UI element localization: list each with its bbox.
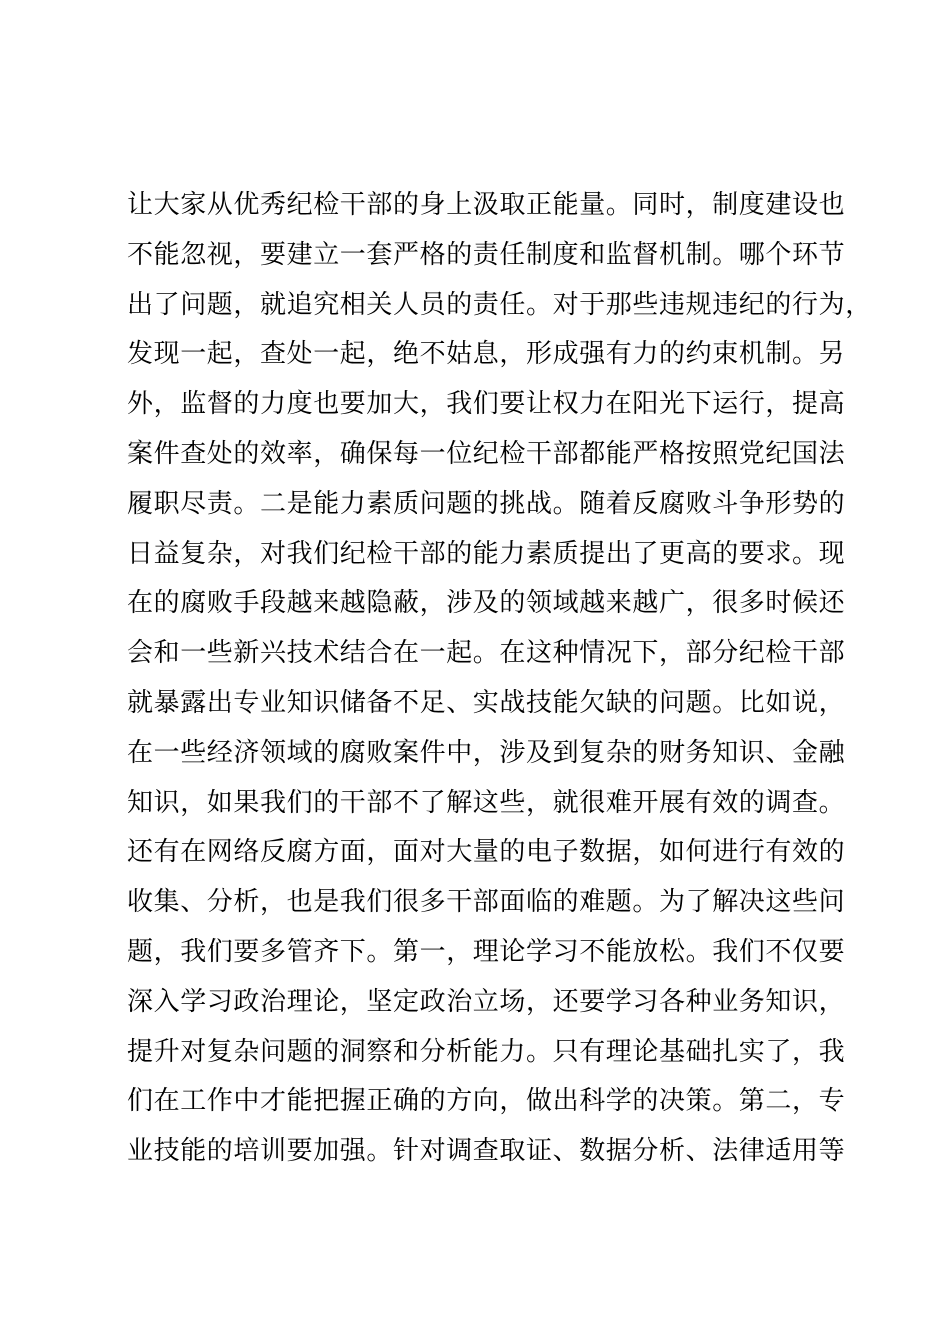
text-line: 们在工作中才能把握正确的方向，做出科学的决策。第二，专 (127, 1086, 846, 1117)
text-line: 业技能的培训要加强。针对调查取证、数据分析、法律适用等 (127, 1136, 846, 1167)
text-line: 知识，如果我们的干部不了解这些，就很难开展有效的调查。 (127, 787, 846, 818)
text-line: 外，监督的力度也要加大，我们要让权力在阳光下运行，提高 (127, 389, 846, 420)
text-line: 题，我们要多管齐下。第一，理论学习不能放松。我们不仅要 (127, 936, 846, 967)
text-line: 提升对复杂问题的洞察和分析能力。只有理论基础扎实了，我 (127, 1036, 846, 1067)
body-text (127, 181, 872, 1177)
text-line: 收集、分析，也是我们很多干部面临的难题。为了解决这些问 (127, 887, 846, 918)
text-line: 日益复杂，对我们纪检干部的能力素质提出了更高的要求。现 (127, 538, 846, 569)
text-line: 就暴露出专业知识储备不足、实战技能欠缺的问题。比如说， (127, 687, 846, 718)
text-line: 深入学习政治理论，坚定政治立场，还要学习各种业务知识， (127, 986, 846, 1017)
text-line: 在一些经济领域的腐败案件中，涉及到复杂的财务知识、金融 (127, 737, 846, 768)
text-line: 在的腐败手段越来越隐蔽，涉及的领域越来越广，很多时候还 (127, 588, 846, 619)
text-line: 会和一些新兴技术结合在一起。在这种情况下，部分纪检干部 (127, 638, 846, 669)
text-line: 履职尽责。二是能力素质问题的挑战。随着反腐败斗争形势的 (127, 488, 846, 519)
text-line: 案件查处的效率，确保每一位纪检干部都能严格按照党纪国法 (127, 438, 846, 469)
text-line: 出了问题，就追究相关人员的责任。对于那些违规违纪的行为， (127, 289, 872, 320)
text-line: 不能忽视，要建立一套严格的责任制度和监督机制。哪个环节 (127, 239, 846, 270)
text-line: 让大家从优秀纪检干部的身上汲取正能量。同时，制度建设也 (127, 190, 846, 220)
text-line: 还有在网络反腐方面，面对大量的电子数据，如何进行有效的 (127, 837, 846, 868)
text-line: 发现一起，查处一起，绝不姑息，形成强有力的约束机制。另 (127, 339, 846, 370)
